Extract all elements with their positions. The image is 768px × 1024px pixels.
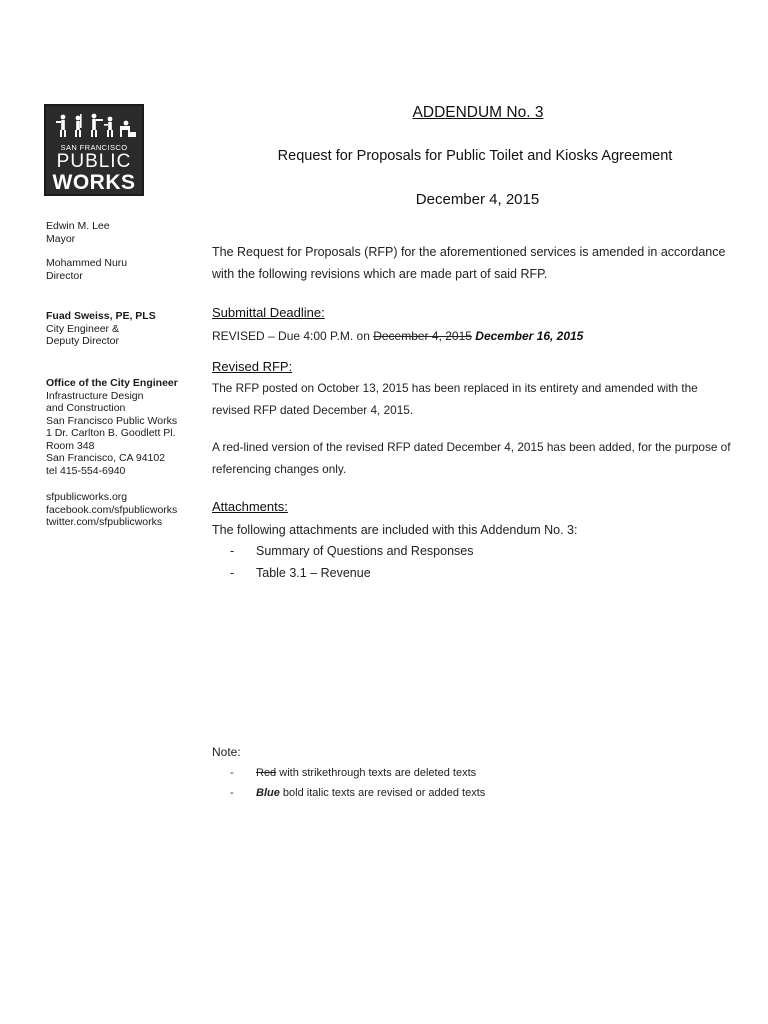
engineer-block [46, 310, 196, 348]
bullet-dash: - [230, 544, 235, 558]
logo-works-text: WORKS [52, 171, 136, 194]
note-red-text: with strikethrough texts are deleted texts [276, 767, 477, 779]
list-item [230, 562, 473, 584]
engineer-title-1: City Engineer & [46, 322, 119, 335]
director-title: Director [46, 269, 83, 282]
note-label: Note: [212, 745, 241, 759]
office-phone: tel 415-554-6940 [46, 464, 126, 477]
sf-public-works-logo [44, 104, 144, 196]
office-line: San Francisco Public Works [46, 414, 178, 427]
note-red-word: Red [256, 767, 277, 779]
note-list [230, 763, 485, 803]
deadline-heading: Submittal Deadline: [212, 305, 325, 320]
web-links-block [46, 491, 196, 529]
twitter-link[interactable]: twitter.com/sfpublicworks [46, 516, 163, 528]
deadline-line [212, 325, 732, 347]
attachment-item-text: Summary of Questions and Responses [256, 544, 474, 558]
list-item [230, 783, 485, 803]
deadline-old-date: December 4, 2015 [373, 329, 472, 343]
engineer-title-2: Deputy Director [46, 335, 119, 347]
attachment-item-text: Table 3.1 – Revenue [256, 566, 371, 580]
website-link[interactable]: sfpublicworks.org [46, 491, 128, 503]
attachments-list [230, 540, 473, 584]
bullet-dash: - [230, 787, 234, 799]
mayor-title: Mayor [46, 232, 76, 245]
revised-rfp-paragraph-2: A red-lined version of the revised RFP dated December 4, 2015 has been added, for the purpose of referencing changes only. [212, 440, 731, 476]
office-line: San Francisco, CA 94102 [46, 452, 166, 464]
deadline-prefix: REVISED – Due 4:00 P.M. on [212, 329, 374, 343]
mayor-block [46, 220, 196, 245]
engineer-name: Fuad Sweiss, PE, PLS [46, 310, 156, 322]
bullet-dash: - [230, 566, 235, 580]
logo-city-text: SAN FRANCISCO [60, 143, 128, 152]
revised-rfp-paragraph-1: The RFP posted on October 13, 2015 has been replaced in its entirety and amended with the revised RFP dated December 4, 2015. [212, 381, 698, 417]
office-line: 1 Dr. Carlton B. Goodlett Pl. [46, 427, 176, 439]
addendum-date: December 4, 2015 [415, 191, 540, 208]
attachments-intro: The following attachments are included with this Addendum No. 3: [212, 523, 578, 537]
intro-paragraph: The Request for Proposals (RFP) for the aforementioned services is amended in accordance with the following revisions which are made part of said RFP. [212, 245, 726, 281]
director-name: Mohammed Nuru [46, 257, 128, 269]
revised-rfp-heading: Revised RFP: [212, 359, 293, 374]
office-line: Infrastructure Design [46, 389, 144, 402]
office-name: Office of the City Engineer [46, 377, 178, 389]
list-item [230, 540, 473, 562]
workers-silhouette-icon [54, 112, 138, 138]
rfp-subtitle: Request for Proposals for Public Toilet and Kiosks Agreement [277, 148, 673, 164]
office-line: Room 348 [46, 439, 95, 452]
attachments-heading: Attachments: [212, 499, 288, 514]
deadline-new-date: December 16, 2015 [475, 329, 584, 343]
director-block [46, 257, 196, 282]
note-blue-word: Blue [256, 787, 280, 799]
addendum-title: ADDENDUM No. 3 [412, 104, 544, 121]
list-item [230, 763, 485, 783]
bullet-dash: - [230, 767, 234, 779]
note-blue-text: bold italic texts are revised or added texts [279, 787, 486, 799]
office-block [46, 377, 196, 477]
logo-public-text: PUBLIC [56, 151, 132, 172]
facebook-link[interactable]: facebook.com/sfpublicworks [46, 503, 178, 516]
office-line: and Construction [46, 402, 126, 414]
mayor-name: Edwin M. Lee [46, 220, 110, 232]
